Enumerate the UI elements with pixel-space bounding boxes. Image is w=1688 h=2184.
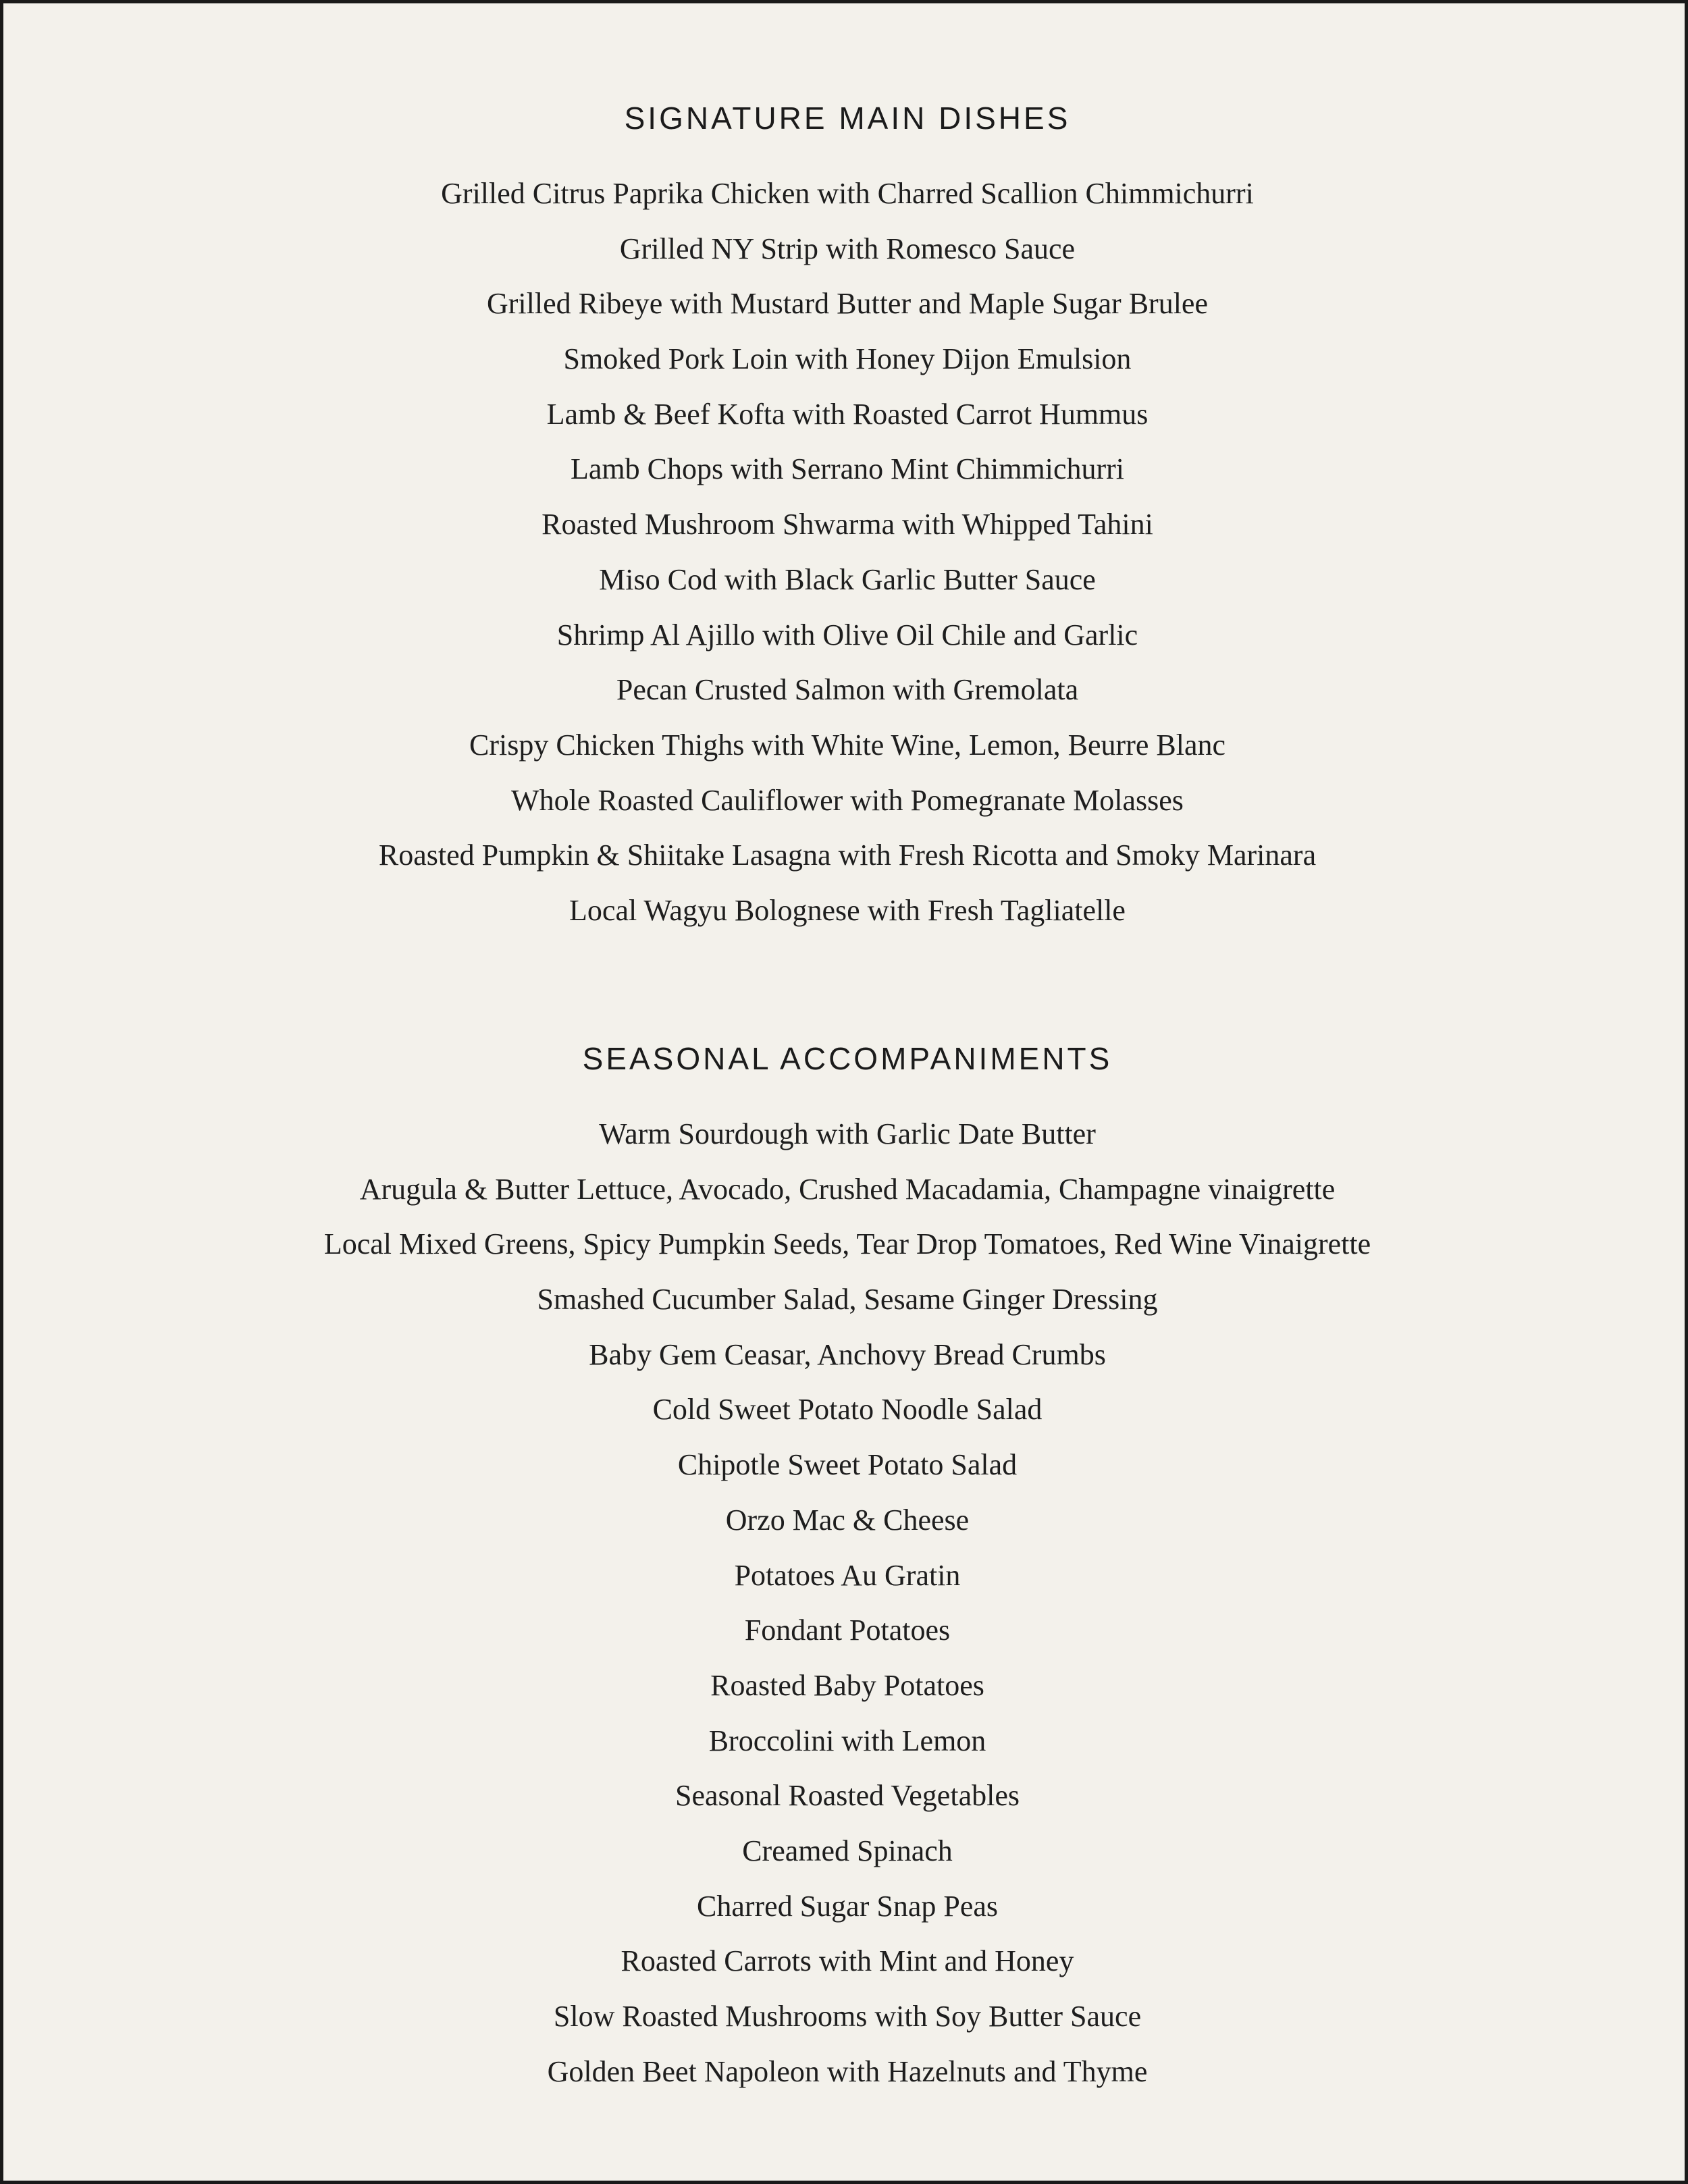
accompaniment-item: Golden Beet Napoleon with Hazelnuts and Thyme bbox=[547, 2054, 1148, 2088]
main-dish-item: Whole Roasted Cauliflower with Pomegranate Molasses bbox=[511, 783, 1184, 817]
main-dish-item: Lamb Chops with Serrano Mint Chimmichurri bbox=[570, 452, 1125, 486]
signature-main-dishes-section bbox=[3, 95, 1688, 938]
main-dishes-list bbox=[3, 166, 1688, 938]
main-dish-item: Roasted Mushroom Shwarma with Whipped Tahini bbox=[542, 508, 1153, 541]
accompaniment-item: Broccolini with Lemon bbox=[708, 1724, 986, 1757]
accompaniment-item: Charred Sugar Snap Peas bbox=[696, 1889, 998, 1923]
main-dish-item: Roasted Pumpkin & Shiitake Lasagna with Fresh Ricotta and Smoky Marinara bbox=[378, 838, 1317, 872]
accompaniment-item: Potatoes Au Gratin bbox=[734, 1558, 961, 1592]
main-dish-item: Grilled NY Strip with Romesco Sauce bbox=[619, 232, 1076, 265]
accompaniment-item: Slow Roasted Mushrooms with Soy Butter Sauce bbox=[553, 2000, 1142, 2033]
main-dish-item: Pecan Crusted Salmon with Gremolata bbox=[616, 673, 1079, 707]
accompaniment-item: Chipotle Sweet Potato Salad bbox=[677, 1448, 1018, 1482]
accompaniment-item: Local Mixed Greens, Spicy Pumpkin Seeds, Tear Drop Tomatoes, Red Wine Vinaigrette bbox=[323, 1227, 1371, 1261]
accompaniment-item: Warm Sourdough with Garlic Date Butter bbox=[599, 1117, 1096, 1150]
accompaniment-item: Creamed Spinach bbox=[742, 1834, 953, 1867]
main-dish-item: Grilled Citrus Paprika Chicken with Charred Scallion Chimmichurri bbox=[441, 177, 1254, 210]
main-dishes-heading: SIGNATURE MAIN DISHES bbox=[624, 101, 1071, 136]
main-dish-item: Grilled Ribeye with Mustard Butter and Maple Sugar Brulee bbox=[487, 287, 1208, 321]
main-dish-item: Smoked Pork Loin with Honey Dijon Emulsion bbox=[563, 342, 1132, 376]
accompaniments-list bbox=[3, 1107, 1688, 2099]
accompaniment-item: Cold Sweet Potato Noodle Salad bbox=[652, 1393, 1043, 1427]
accompaniment-item: Roasted Carrots with Mint and Honey bbox=[621, 1944, 1074, 1978]
accompaniments-heading: SEASONAL ACCOMPANIMENTS bbox=[582, 1041, 1113, 1076]
accompaniment-item: Roasted Baby Potatoes bbox=[710, 1668, 984, 1702]
accompaniment-item: Arugula & Butter Lettuce, Avocado, Crushed Macadamia, Champagne vinaigrette bbox=[359, 1172, 1336, 1206]
main-dish-item: Crispy Chicken Thighs with White Wine, Lemon, Beurre Blanc bbox=[469, 728, 1226, 762]
accompaniment-item: Smashed Cucumber Salad, Sesame Ginger Dressing bbox=[537, 1283, 1158, 1316]
accompaniment-item: Seasonal Roasted Vegetables bbox=[675, 1779, 1020, 1813]
main-dish-item: Shrimp Al Ajillo with Olive Oil Chile and Garlic bbox=[556, 618, 1138, 651]
accompaniment-item: Fondant Potatoes bbox=[744, 1614, 951, 1647]
accompaniment-item: Baby Gem Ceasar, Anchovy Bread Crumbs bbox=[589, 1337, 1106, 1371]
main-dish-item: Lamb & Beef Kofta with Roasted Carrot Hummus bbox=[546, 397, 1149, 431]
main-dish-item: Local Wagyu Bolognese with Fresh Tagliatelle bbox=[569, 893, 1126, 927]
seasonal-accompaniments-section bbox=[3, 1035, 1688, 2099]
main-dish-item: Miso Cod with Black Garlic Butter Sauce bbox=[599, 562, 1096, 596]
accompaniment-item: Orzo Mac & Cheese bbox=[725, 1503, 970, 1537]
